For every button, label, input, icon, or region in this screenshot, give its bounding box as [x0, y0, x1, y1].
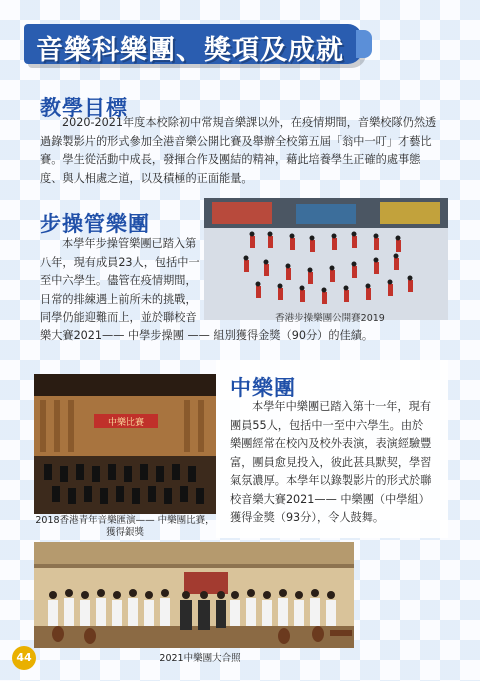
- group-photo: [34, 542, 354, 648]
- marching-line: 同學仍能迎難而上，並於聯校音: [40, 311, 197, 324]
- marching-paragraph-end: [40, 327, 460, 346]
- chinese-orchestra-heading: 中樂團: [230, 376, 296, 400]
- concert-photo-caption: [34, 515, 216, 539]
- chinese-line: 獲得金獎（93分），令人鼓舞。: [230, 511, 385, 524]
- page-number-badge: 44: [12, 646, 36, 670]
- marching-line: 樂大賽2021—— 中學步操團 —— 組別獲得金獎（90分）的佳績。: [40, 329, 374, 342]
- marching-line: 本學年步操管樂團已踏入第: [62, 237, 197, 250]
- teaching-line: 度、與人相處之道，以及積極的正面能量。: [40, 171, 253, 185]
- marching-line: 日常的排練遇上前所未的挑戰，: [40, 292, 197, 306]
- teaching-heading: 教學目標: [40, 96, 128, 120]
- marching-line: 至中六學生。儘管在疫情期間，: [40, 274, 197, 287]
- marching-line: 八年，現有成員23人，包括中一: [40, 255, 200, 269]
- page-title: 音樂科樂團、獎項及成就: [36, 35, 344, 66]
- concert-banner-text: 中樂比賽: [107, 418, 145, 428]
- teaching-line: 賽。學生從活動中成長，發揮合作及團結的精神，藉此培養學生正確的處事態: [40, 153, 421, 166]
- banner-tab: [356, 30, 372, 58]
- teaching-line: 2020-2021年度本校除初中常規音樂課以外，在疫情期間，音樂校隊仍然透: [62, 116, 437, 129]
- teaching-paragraph: [40, 114, 450, 188]
- chinese-line: 團員55人，包括中一至中六學生。由於: [230, 418, 424, 432]
- marching-heading: 步操管樂團: [40, 212, 150, 236]
- chinese-line: 富，團員愈見投入，彼此甚具默契，學習: [230, 455, 432, 469]
- marching-paragraph: [40, 235, 210, 328]
- chinese-line: 樂團經常在校內及校外表演，表演經驗豐: [230, 437, 432, 450]
- chinese-line: 本學年中樂團已踏入第十一年，現有: [252, 400, 432, 413]
- chinese-orchestra-paragraph: [230, 398, 446, 528]
- marching-band-photo: [204, 198, 448, 320]
- chinese-line: 氣氛濃厚。本學年以錄製影片的形式於聯: [230, 474, 432, 487]
- teaching-line: 過錄製影片的形式參加全港音樂公開比賽及舉辦全校第五屆「翁中一叮」才藝比: [40, 134, 432, 148]
- group-photo-caption: 2021中樂團大合照: [159, 653, 241, 664]
- chinese-line: 校音樂大賽2021—— 中樂團（中學組）: [230, 492, 430, 506]
- concert-hall-photo: [34, 374, 216, 514]
- concert-caption-line: 2018香港青年音樂匯演—— 中樂團比賽，: [35, 515, 215, 526]
- concert-caption-line: 獲得銀獎: [105, 527, 144, 538]
- marching-photo-caption: 香港步操樂團公開賽2019: [275, 313, 385, 324]
